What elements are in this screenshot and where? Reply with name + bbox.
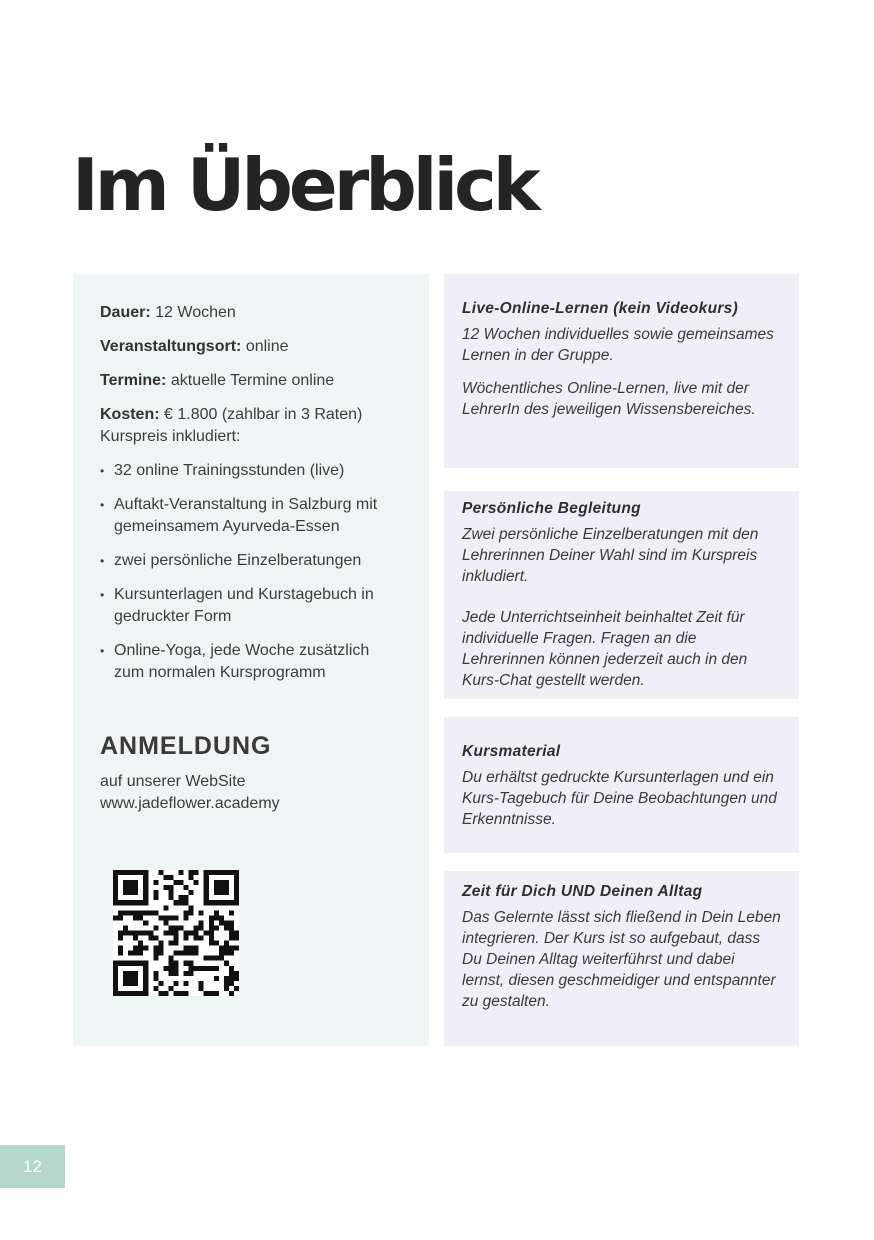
card-title: Persönliche Begleitung — [462, 500, 641, 517]
card-title: Zeit für Dich UND Deinen Alltag — [462, 883, 703, 900]
info-card-everyday-life — [444, 871, 799, 1046]
venue-label: Veranstaltungsort: — [100, 338, 242, 355]
card-text: Du erhältst gedruckte Kursunterlagen und ein Kurs-Tagebuch für Deine Beobachtungen und Erkenntnisse. — [462, 769, 777, 828]
qr-code-icon[interactable] — [113, 870, 239, 996]
page-title: Im Überblick — [72, 143, 537, 227]
card-text: Jede Unterrichtseinheit beinhaltet Zeit für individuelle Fragen. Fragen an die Lehrerinnen können jederzeit auch in den Kurs-Chat gestellt werden. — [462, 609, 748, 689]
duration-line — [100, 302, 403, 324]
venue-value: online — [245, 338, 289, 355]
dates-line — [100, 370, 403, 392]
card-text: Das Gelernte lässt sich fließend in Dein Leben integrieren. Der Kurs ist so aufgebaut, dass Du Deinen Alltag weiterführst und dabei lernst, diesen geschmeidiger und entspannter zu gestalten. — [462, 909, 781, 1010]
registration-text: auf unserer WebSite — [100, 773, 246, 790]
card-title: Kursmaterial — [462, 743, 561, 760]
duration-value: 12 Wochen — [155, 304, 236, 321]
overview-panel — [73, 274, 429, 1046]
list-item: • zwei persönliche Einzelberatungen — [100, 550, 403, 572]
dates-label: Termine: — [100, 372, 167, 389]
registration-url[interactable]: www.jadeflower.academy — [100, 795, 280, 812]
included-list — [100, 460, 403, 684]
list-item: • Online-Yoga, jede Woche zusätzlich zum normalen Kursprogramm — [100, 640, 403, 684]
info-card-live-learning — [444, 274, 799, 468]
cost-line — [100, 404, 403, 448]
venue-line — [100, 336, 403, 358]
cost-label: Kosten: — [100, 406, 160, 423]
card-text: 12 Wochen individuelles sowie gemeinsames Lernen in der Gruppe. — [462, 326, 774, 364]
info-card-personal-support — [444, 491, 799, 699]
card-text: Zwei persönliche Einzelberatungen mit den Lehrerinnen Deiner Wahl sind im Kurspreis inkludiert. — [462, 526, 759, 585]
page-number: 12 — [0, 1145, 65, 1188]
cost-value: € 1.800 (zahlbar in 3 Raten) — [164, 406, 363, 423]
list-item: • 32 online Trainingsstunden (live) — [100, 460, 403, 482]
registration-title: ANMELDUNG — [100, 732, 272, 760]
info-card-course-material — [444, 717, 799, 853]
list-item: • Auftakt-Veranstaltung in Salzburg mit gemeinsamem Ayurveda-Essen — [100, 494, 403, 538]
duration-label: Dauer: — [100, 304, 151, 321]
list-item: • Kursunterlagen und Kurstagebuch in gedruckter Form — [100, 584, 403, 628]
card-text: Wöchentliches Online-Lernen, live mit der LehrerIn des jeweiligen Wissensbereiches. — [462, 380, 756, 418]
card-title: Live-Online-Lernen (kein Videokurs) — [462, 300, 739, 317]
includes-label: Kurspreis inkludiert: — [100, 428, 241, 445]
dates-value: aktuelle Termine online — [170, 372, 335, 389]
